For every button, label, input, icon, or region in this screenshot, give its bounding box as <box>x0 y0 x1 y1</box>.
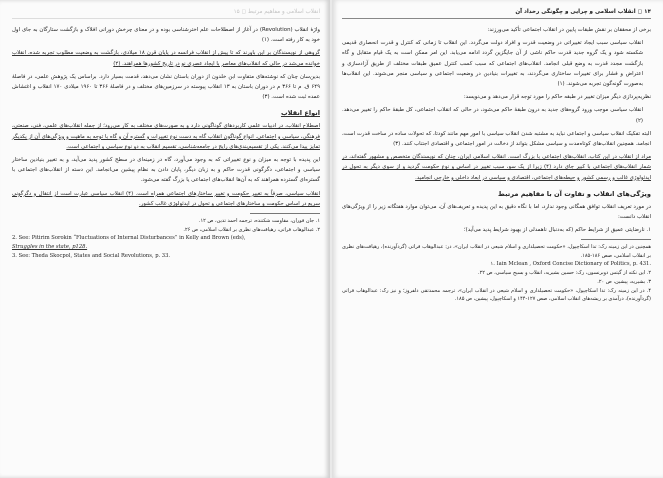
right-footnote-0: همچنین در این زمینه رک: تدا اسکاچپول، «حکومت تحصیلداری و اسلام شیعی در انقلاب ایران»، در: عبدالوهاب فراتی (گردآورنده)، رهیافت‌های نظری بر انقلاب اسلامی، صص ۱۸۶-۱۸۵. <box>342 244 651 259</box>
left-paragraph-6: انقلاب سیاسی، صرفاً به تغییر حکومت و تغییر ساختارهای اجتماعی همراه است. (۴) انقلاب سیاسی عبارت است از انتقال و دگرگونی سریع در اساس حکومت و ساختارهای اجتماعی و تحول در ایدئولوژی غالب کشور. <box>12 190 321 207</box>
right-page <box>332 0 663 478</box>
left-page <box>0 0 330 478</box>
left-section-heading: انواع انقلاب <box>280 109 320 118</box>
left-running-head-text: انقلاب اسلامی و مفاهیم مرتبط ◻ ۱۵ <box>233 9 320 15</box>
right-footnote-2: ۲. این نکته از گیتس دوبرنسون، رک: حسین بشیریه، انقلاب و بسیج سیاسی، ص ۲۲. <box>477 270 651 277</box>
right-running-head <box>342 6 651 19</box>
right-footnote-divider <box>581 239 651 240</box>
right-section-heading: ویژگی‌های انقلاب و تفاوت آن با مفاهیم مرتبط <box>498 189 651 198</box>
right-quote-2: انقلاب سیاسی موجب ورود گروه‌های جدید به درون طبقهٔ حاکم می‌شود، در حالی که انقلاب اجتماعی، کل طبقهٔ حاکم را تغییر می‌دهد. (۲) <box>342 107 643 124</box>
left-paragraph-3: بدین‌سان چنان که نوشته‌های متفاوت ابن خلدون از دوران باستان نشان می‌دهد، قدمت بسیار دارد. براساس یک پژوهش علمی، در فاصلهٔ ۶۴۹ ق. م تا ۳۶۶ م در دوران باستان به ۱۳ انقلاب پیوسته در سرزمین‌های مختلف و در فاصلهٔ ۳۶۶ تا ۱۹۶۰ میلادی ۱۷۰ انقلاب و اغتشاش عمده ثبت شده است. (۳) <box>12 73 320 101</box>
right-list-item-1: ۱. نارضایتی عمیق از شرایط حاکم (که به‌دنبال ناهمدلی از بهبود شرایط پدید می‌آید)؛ <box>463 227 651 234</box>
right-paragraph-5: در مورد تعریف انقلاب توافق همگانی وجود ندارد، اما با نگاه دقیق به این پدیده و تعریف‌های آن، می‌توان موارد هفتگانه زیر را از ویژگی‌های انقلاب دانست: <box>342 203 651 221</box>
left-footnote-en-1: 2. See: Pitirim Sorokin “Fluctuations of Internal Disturbances” in Kelly and Brown (eds), <box>12 235 246 242</box>
right-paragraph-1: برخی از محققان بر نقش طبقات پایین در انقلاب اجتماعی تأکید می‌ورزند: <box>487 27 651 33</box>
left-running-head <box>12 6 320 19</box>
left-paragraph-5: این پدیده با توجه به میزان و نوع تغییراتی که به وجود می‌آورد، گاه در زمینه‌ای در سطح کشور پدید می‌آید، و به تغییر بنیادین ساختار سیاسی و اجتماعی، دگرگونی قدرت حاکم و به زبان دیگر، پایان دادن به نظام پیشین می‌انجامد. این دسته از انقلاب‌های اجتماعی با گستره‌ای گسترده همراهند که به آن‌ها انقلاب‌های اجتماعی یا بزرگ گفته می‌شود. <box>12 157 320 184</box>
right-quote-1: انقلاب سیاسی سبب ایجاد تغییراتی در وضعیت قدرت و افراد دولت می‌گردد. این انقلاب تا زمانی که کنترل و قدرت انحصاری قدیمی شکسته شود و یک گروه جدید قدرت حاکم ناشی از آن جایگزین گردد ادامه می‌یابد. این امر ممکن است به یک قیام متقابل و گاه بازگشت مجدد قدرت به وضع قبلی انجامد. انقلاب‌های اجتماعی که سبب کسب کنترل عمیق طبقات مختلف از طریق آزادسازی و اعتراض و فشار برای تغییرات ساختاری می‌گردند، به تغییرات بنیادین در وضعیت اجتماعی و سیاسی منجر می‌شوند. این انقلاب‌ها به‌صورت گونه‌گون تجربه می‌شوند. (۱) <box>342 40 643 88</box>
left-footnote-en-2: Struggles in the state, p128. <box>12 244 88 251</box>
left-footnote-divider <box>250 213 320 214</box>
left-footnote-en-3: 3. See: Theda Skocpol, States and Social Revolutions, p. 33. <box>12 253 171 260</box>
right-running-head-text: ۱۴ ◻ انقلاب اسلامی و چرایی و چگونگی رخداد آن <box>515 9 651 15</box>
left-paragraph-4: اصطلاح انقلاب، در ادبیات علمی کاربردهای گوناگونی دارد و به صورت‌های مختلف به کار می‌رود؛ از جمله انقلاب‌های علمی، فنی، صنعتی، فرهنگی، سیاسی و اجتماعی. انواع گوناگون انقلاب گاه به دست نوع تغییرات و گستره آن و گاه با توجه به ماهیت و ویژگی‌های آن از یکدیگر تمایز پیدا می‌کنند. یکی از تقسیم‌بندی‌های رایج در جامعه‌شناسی، تقسیم انقلاب به دو نوع سیاسی و اجتماعی است. <box>12 123 320 150</box>
right-footnote-1: ۱. Iain Mclean , Oxford Concise Dictionary of Politics, p. 431. <box>490 261 651 268</box>
left-paragraph-2: گروهی از نویسندگان بر این باورند که تا پیش از انقلاب فرانسه در پایان قرن ۱۸ میلادی، بازگشت به وضعیت مطلوب تجربه شده، انقلاب خوانده می‌شد در حالی که انقلاب‌های معاصر با ایجاد عصری نو در تاریخ کشورها همراهند. (۲) <box>12 50 320 67</box>
right-footnote-3: ۳. بشیریه، پیشین، ص ۲۰. <box>597 279 651 286</box>
right-footnote-4: ۴. در این زمینه رک: تدا اسکاچپول، «حکومت تحصیلداری و اسلام شیعی در انقلاب ایران»، ترجمه محمدتقی دلفروز؛ و نیز رک: عبدالوهاب فراتی (گردآورنده)، درآمدی بر ریشه‌های انقلاب اسلامی، صص ۱۲۷-۱۴۴ و اسکاچپول، پیشین، ص ۱۸۵. <box>342 287 651 303</box>
right-paragraph-4: مراد از انقلاب در این کتاب، انقلاب‌های اجتماعی با بزرگ است. انقلاب اسلامی ایران، چنان که نویسندگان متخصص و مشهور گفته‌اند، در شمار انقلاب‌های اجتماعی با کبیر جای دارد (۴) زیرا از یک سو، سبب تغییر در اساس و نوع حکومت گردید و از سوی دیگر به تحول در ایدئولوژی غالب و رسمی کشور و حیطه‌های اجتماعی، اقتصادی و سیاسی در ابعاد داخلی و خارجی انجامید. <box>342 154 652 181</box>
right-paragraph-3: البته تفکیک انقلاب سیاسی و اجتماعی نباید به مشتبه شدن انقلاب سیاسی با امور مهم مانند کودتا، که تحولات ساده در ساخت قدرت است، انجامد. همچنین انقلاب‌های کوتاه‌مدت و سیاسی مشکل بتواند از دخالت در امور اجتماعی و اقتصادی اجتناب کنند. (۳) <box>342 130 651 148</box>
left-footnote-1: ۱. جان فوران، مقاومت شکننده، ترجمه احمد تدین، ص ۱۲. <box>198 218 320 225</box>
left-footnote-2: ۲. عبدالوهاب فراتی، رهیافت‌های نظری بر انقلاب اسلامی، ص ۲۶. <box>183 226 320 233</box>
left-paragraph-1: واژهٔ انقلاب (Revolution) در آغاز از اصطلاحات علم اختر‌شناسی بوده و در معنای چرخش دورانی افلاک و بازگشت ستارگان به جای اول خود به کار رفته است. (۱) <box>12 27 320 44</box>
right-paragraph-2: نظریه‌پردازی دیگر میزان تغییر در طبقه حاکم را مورد توجه قرار می‌دهد و می‌نویسد: <box>463 94 651 101</box>
